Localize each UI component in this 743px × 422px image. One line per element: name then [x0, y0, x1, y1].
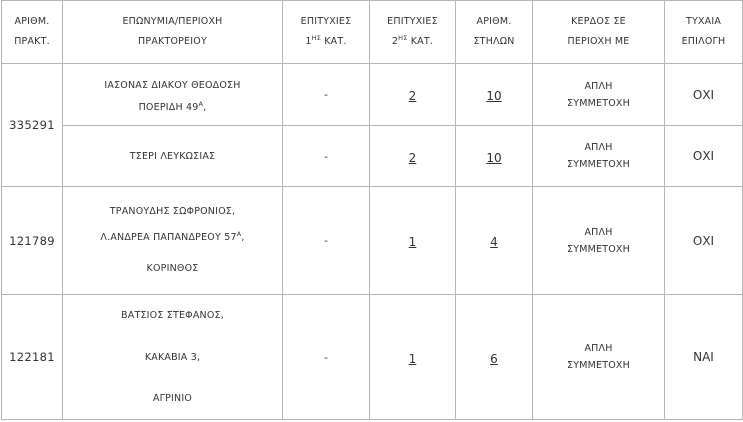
- shop-address-line1: ΒΑΤΣΙΟΣ ΣΤΕΦΑΝΟΣ,: [121, 309, 224, 321]
- header-first-num: 1: [305, 36, 312, 47]
- gain-type: [533, 295, 665, 420]
- second-category-wins: [370, 187, 456, 295]
- second-category-wins: [370, 126, 456, 187]
- header-gain-line1: ΚΕΡΔΟΣ ΣΕ: [571, 16, 626, 27]
- header-columns-line2: ΣΤΗΛΩΝ: [473, 36, 515, 47]
- header-first-category-line1: ΕΠΙΤΥΧΙΕΣ: [300, 16, 352, 27]
- gain-line2: ΣΥΜΜΕΤΟΧΗ: [567, 360, 630, 371]
- header-shop-id-line1: ΑΡΙΘΜ.: [14, 16, 50, 27]
- gain-line1: ΑΠΛΗ: [584, 343, 613, 354]
- random-pick: ΟΧΙ: [665, 64, 743, 126]
- header-second-sup: ΗΣ: [398, 33, 408, 42]
- header-random-line2: ΕΠΙΛΟΓΗ: [681, 36, 726, 47]
- gain-type: [533, 187, 665, 295]
- first-category-wins: -: [283, 295, 370, 420]
- header-gain-line2: ΠΕΡΙΟΧΗ ΜΕ: [567, 36, 630, 47]
- header-second-category: [370, 1, 456, 64]
- shop-code: 121789: [2, 187, 63, 295]
- second-category-link[interactable]: 1: [408, 351, 417, 366]
- header-first-sup: ΗΣ: [311, 33, 322, 42]
- random-pick: ΟΧΙ: [665, 187, 743, 295]
- shop-code: 122181: [2, 295, 63, 420]
- shop-address-comma: ,: [203, 101, 207, 113]
- shop-address-street: Λ.ΑΝΔΡΕΑ ΠΑΠΑΝΔΡΕΟΥ 57: [100, 232, 237, 243]
- gain-line1: ΑΠΛΗ: [584, 142, 613, 153]
- random-pick: ΟΧΙ: [665, 126, 743, 187]
- gain-line2: ΣΥΜΜΕΤΟΧΗ: [567, 243, 630, 255]
- gain-line2: ΣΥΜΜΕΤΟΧΗ: [567, 97, 630, 109]
- shop-code: 335291: [2, 64, 63, 187]
- columns-count: [456, 64, 533, 126]
- header-gain: [533, 1, 665, 64]
- shop-address-line1: ΙΑΣΟΝΑΣ ΔΙΑΚΟΥ ΘΕΟΔΟΣΗ: [104, 79, 241, 91]
- header-second-category-line2: [370, 32, 455, 52]
- header-shop-id-line2: ΠΡΑΚΤ.: [14, 36, 50, 47]
- columns-link[interactable]: 4: [490, 235, 498, 249]
- header-first-cat: ΚΑΤ.: [321, 36, 347, 47]
- gain-type: [533, 126, 665, 187]
- first-category-wins: -: [283, 187, 370, 295]
- shop-address-comma: ,: [241, 232, 245, 243]
- second-category-wins: [370, 295, 456, 420]
- table-row: [2, 187, 743, 295]
- shop-address-line2: ΚΑΚΑΒΙΑ 3,: [144, 351, 201, 363]
- second-category-link[interactable]: 2: [408, 150, 417, 165]
- shop-address-sup: Α: [198, 99, 204, 108]
- shop-address-line2: [63, 225, 282, 251]
- header-shop-name-line1: ΕΠΩΝΥΜΙΑ/ΠΕΡΙΟΧΗ: [122, 16, 223, 27]
- second-category-link[interactable]: 1: [408, 235, 417, 249]
- second-category-link[interactable]: 2: [408, 89, 417, 103]
- shop-address-line3: ΑΓΡΙΝΙΟ: [152, 392, 193, 404]
- gain-line1: ΑΠΛΗ: [584, 80, 613, 92]
- columns-count: [456, 187, 533, 295]
- header-shop-name-line2: ΠΡΑΚΤΟΡΕΙΟΥ: [138, 36, 207, 47]
- shop-address: [63, 295, 283, 420]
- shop-address-street: ΠΟΕΡΙΔΗ 49: [138, 101, 199, 113]
- header-columns-line1: ΑΡΙΘΜ.: [476, 16, 512, 27]
- header-first-category: [283, 1, 370, 64]
- shop-address-line2: [63, 97, 282, 119]
- header-shop-name: [63, 1, 283, 64]
- shop-address-line1: ΤΡΑΝΟΥΔΗΣ ΣΩΦΡΟΝΙΟΣ,: [109, 206, 236, 217]
- gain-line1: ΑΠΛΗ: [584, 226, 613, 238]
- gain-type: [533, 64, 665, 126]
- table-row: [2, 295, 743, 420]
- random-pick: ΝΑΙ: [665, 295, 743, 420]
- table-row: [2, 64, 743, 126]
- header-row: [2, 1, 743, 64]
- shop-address-top: [63, 64, 283, 126]
- header-columns: [456, 1, 533, 64]
- header-random-line1: ΤΥΧΑΙΑ: [685, 16, 722, 27]
- header-second-num: 2: [391, 36, 399, 47]
- header-random-pick: [665, 1, 743, 64]
- second-category-wins: [370, 64, 456, 126]
- shop-address-bottom: ΤΣΕΡΙ ΛΕΥΚΩΣΙΑΣ: [63, 126, 283, 187]
- columns-count: [456, 126, 533, 187]
- header-shop-id: [2, 1, 63, 64]
- columns-link[interactable]: 6: [490, 351, 498, 366]
- shop-address-sup: Α: [236, 229, 242, 238]
- gain-line2: ΣΥΜΜΕΤΟΧΗ: [567, 159, 630, 170]
- header-first-category-line2: [283, 32, 369, 52]
- header-second-category-line1: ΕΠΙΤΥΧΙΕΣ: [387, 16, 438, 27]
- first-category-wins: -: [283, 126, 370, 187]
- columns-count: [456, 295, 533, 420]
- shop-address: [63, 187, 283, 295]
- winning-shops-table: [1, 0, 743, 420]
- columns-link[interactable]: 10: [486, 150, 502, 165]
- columns-link[interactable]: 10: [486, 89, 502, 103]
- shop-address-line3: ΚΟΡΙΝΘΟΣ: [146, 263, 199, 274]
- header-second-cat: ΚΑΤ.: [407, 36, 434, 47]
- table-row: [2, 126, 743, 187]
- first-category-wins: -: [283, 64, 370, 126]
